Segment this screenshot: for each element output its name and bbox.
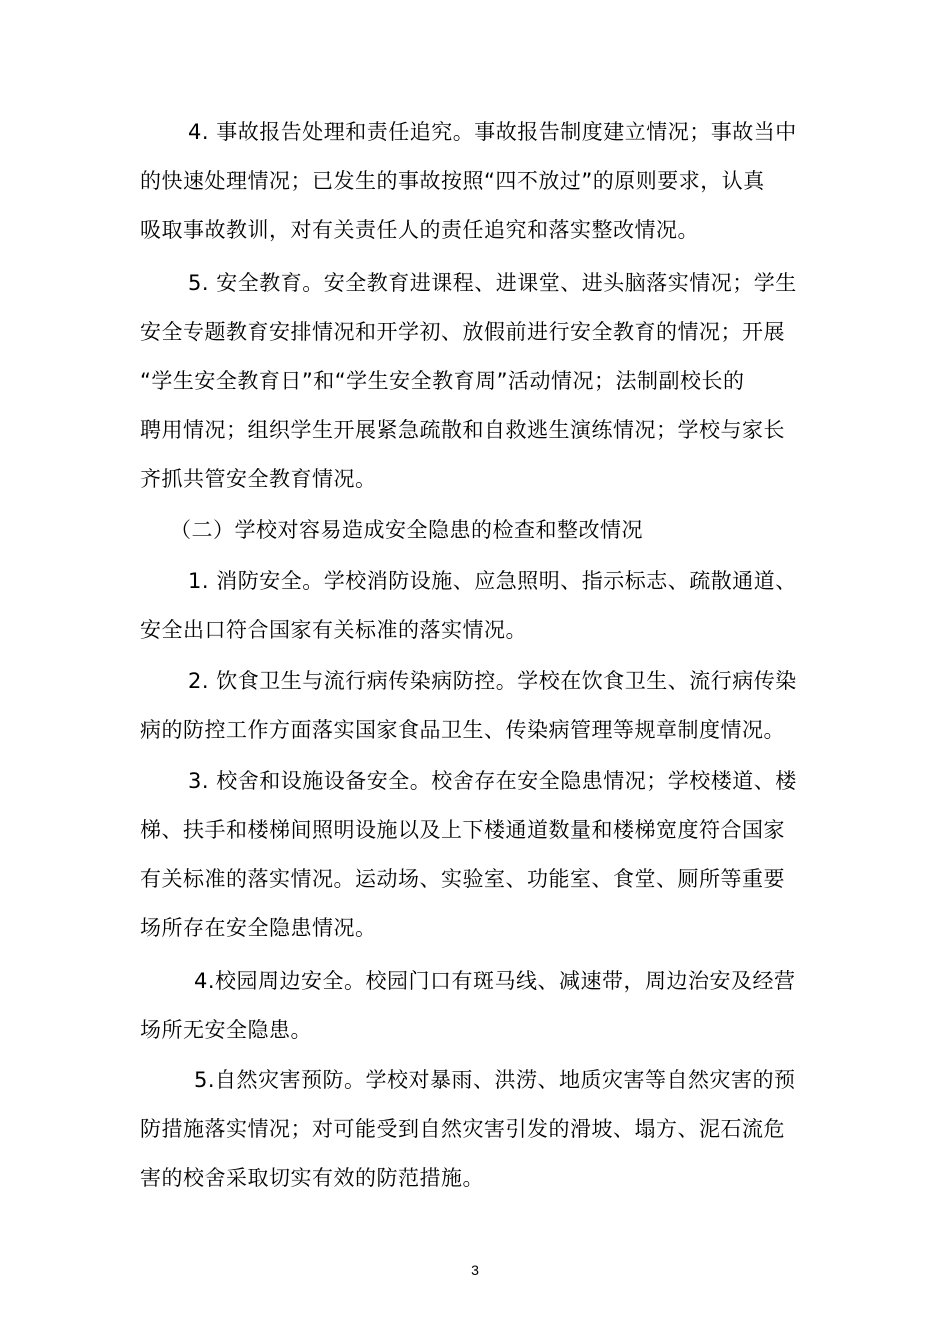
paragraph-accident-report [140, 108, 830, 255]
text-line: 5.自然灾害预防。学校对暴雨、洪涝、地质灾害等自然灾害的预 [194, 1068, 796, 1092]
text-line: 梯、扶手和楼梯间照明设施以及上下楼通道数量和楼梯宽度符合国家 [140, 818, 785, 842]
text-line: 3. 校舍和设施设备安全。校舍存在安全隐患情况；学校楼道、楼 [188, 769, 797, 793]
paragraph-natural-disaster [140, 1056, 830, 1203]
text-line: 病的防控工作方面落实国家食品卫生、传染病管理等规章制度情况。 [140, 718, 785, 742]
paragraph-campus-surroundings [140, 957, 830, 1055]
text-line: 4.校园周边安全。校园门口有斑马线、减速带，周边治安及经营 [194, 969, 796, 993]
text-line: 防措施落实情况；对可能受到自然灾害引发的滑坡、塌方、泥石流危 [140, 1117, 785, 1141]
section-heading [140, 506, 830, 555]
text-line: 有关标准的落实情况。运动场、实验室、功能室、食堂、厕所等重要 [140, 867, 785, 891]
text-line: 齐抓共管安全教育情况。 [140, 467, 377, 491]
text-line: “学生安全教育日”和“学生安全教育周”活动情况；法制副校长的 [140, 369, 745, 393]
paragraph-safety-education [140, 259, 830, 504]
page-number: 3 [471, 1262, 479, 1278]
paragraph-fire-safety [140, 557, 830, 655]
text-line: 5. 安全教育。安全教育进课程、进课堂、进头脑落实情况；学生 [188, 271, 797, 295]
text-line: 的快速处理情况；已发生的事故按照“四不放过”的原则要求，认真 [140, 169, 765, 193]
heading-text: （二）学校对容易造成安全隐患的检查和整改情况 [170, 518, 643, 542]
text-line: 场所无安全隐患。 [140, 1018, 312, 1042]
paragraph-food-hygiene [140, 657, 830, 755]
text-line: 4. 事故报告处理和责任追究。事故报告制度建立情况；事故当中 [188, 120, 797, 144]
text-line: 安全出口符合国家有关标准的落实情况。 [140, 618, 527, 642]
text-line: 聘用情况；组织学生开展紧急疏散和自救逃生演练情况；学校与家长 [140, 418, 785, 442]
text-line: 吸取事故教训，对有关责任人的责任追究和落实整改情况。 [140, 218, 699, 242]
text-line: 2. 饮食卫生与流行病传染病防控。学校在饮食卫生、流行病传染 [188, 669, 797, 693]
text-line: 安全专题教育安排情况和开学初、放假前进行安全教育的情况；开展 [140, 320, 785, 344]
text-line: 场所存在安全隐患情况。 [140, 916, 377, 940]
text-line: 害的校舍采取切实有效的防范措施。 [140, 1166, 484, 1190]
text-line: 1. 消防安全。学校消防设施、应急照明、指示标志、疏散通道、 [188, 569, 797, 593]
paragraph-buildings [140, 757, 830, 953]
